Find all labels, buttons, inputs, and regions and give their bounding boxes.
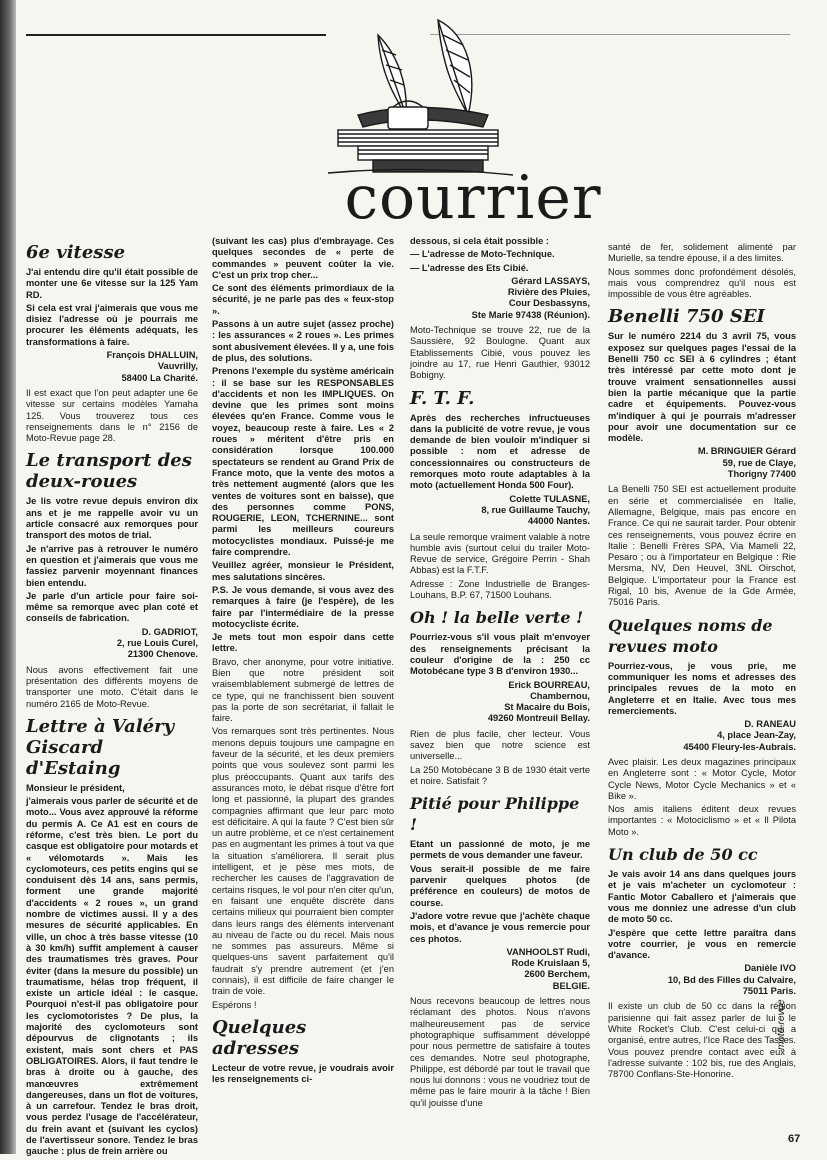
letter-paragraph: J'espère que cette lettre paraîtra dans votre courrier, je vous en remercie d'avance. bbox=[608, 927, 796, 961]
letter-paragraph: dessous, si cela était possible : bbox=[410, 236, 549, 246]
signature-address: 10, Bd des Filles du Calvaire, bbox=[667, 974, 796, 985]
signature-name: D. GADRIOT, bbox=[141, 626, 198, 637]
signature-address: 8, rue Guillaume Tauchy, bbox=[481, 504, 590, 515]
letter-paragraph: Lecteur de votre revue, je voudrais avoir les renseignements ci- bbox=[212, 1062, 394, 1085]
letter-paragraph: Passons à un autre sujet (assez proche) : les assurances « 2 roues ». Les primes sont abusivement élevées. Il y a, une fois de plus, des solutions. bbox=[212, 319, 394, 363]
letter-paragraph: Pourriez-vous s'il vous plaît m'envoyer des renseignements précisant la couleur d'origine de la : 250 cc Motobécane type 3 B d'environ 1930... bbox=[410, 632, 590, 677]
letter-paragraph: P.S. Je vous demande, si vous avez des remarques à faire (je l'espère), de les faire par l'intermédiaire de la presse motocycliste écrite. bbox=[212, 584, 394, 629]
reply-paragraph: Nous avons effectivement fait une présentation des différents moyens de transporter une moto. C'était dans le numéro 2165 de Moto-Revue. bbox=[26, 664, 198, 709]
signature-country: BELGIE. bbox=[552, 980, 590, 991]
reply-paragraph: Espérons ! bbox=[212, 999, 257, 1010]
signature-city: 58400 La Charité. bbox=[121, 372, 198, 383]
heading-lettre-giscard: Lettre à Valéry Giscard d'Estaing bbox=[26, 715, 175, 779]
signature-name: François DHALLUIN, bbox=[106, 350, 198, 361]
signature-address: Rode Kruislaan 5, bbox=[511, 958, 590, 969]
heading-belle-verte: Oh ! la belle verte ! bbox=[410, 608, 584, 628]
heading-quelques-adresses: Quelques adresses bbox=[212, 1016, 307, 1059]
heading-pitie-philippe: Pitié pour Philippe ! bbox=[410, 794, 580, 835]
reply-paragraph: Nous recevons beaucoup de lettres nous réclamant des photos. Nous n'avons malheureusement pas de service photographique suffisamment développé pour nous permettre de satisfaire à toutes ces demandes. Notre seul photographe, Philippe, est débordé par tout le travail que nous lui donnons : vous ne voudriez tout de même pas le faire mourir à la tâche ! Bien qu'il jouisse d'une bbox=[410, 996, 590, 1108]
letter-paragraph: Prenons l'exemple du système américain : il se base sur les RESPONSABLES d'accidents et non les IMPLIQUES. On devine que les primes sont moins élevées qu'en France. Comme vous le voyez, beaucoup reste à faire. Les « 2 roues » méritent d'être pris en considération lorsque 100.000 spectateurs se rendent au Grand Prix de France moto, que la vente des motos a très nettement augmenté (alors que les ventes de voitures sont en baisse), que des personnes comme PONS, ROUGERIE, LEON, TCHERNINE... sont parmi les meilleurs coureurs motocyclistes mondiaux. Puissé-je me faire comprendre. bbox=[212, 366, 394, 558]
letter-paragraph: Etant un passionné de moto, je me permets de vous demander une faveur. bbox=[410, 839, 590, 861]
signature-city: Ste Marie 97438 (Réunion). bbox=[471, 309, 590, 320]
signature-city: 49260 Montreuil Bellay. bbox=[487, 713, 590, 724]
letter-paragraph: Après des recherches infructueuses dans la publicité de votre revue, je vous demande de bien vouloir m'indiquer si possible : nom et adresse de concessionnaires ou constructeurs de remorques moto route adaptables à la moto (actuellement Honda 500 Four). bbox=[410, 412, 590, 491]
signature-city: 2600 Berchem, bbox=[524, 969, 590, 980]
letter-signature bbox=[26, 350, 198, 384]
letter-paragraph: — L'adresse de Moto-Technique. bbox=[410, 249, 555, 260]
signature-city: 44000 Nantes. bbox=[527, 516, 590, 527]
letter-signature bbox=[26, 627, 198, 661]
letter-paragraph: Je parle d'un article pour faire soi-même sa remorque avec plan coté et conseils de fabrication. bbox=[26, 590, 198, 624]
reply-paragraph: Bravo, cher anonyme, pour votre initiative. Bien que notre président soit vraisemblablement submergé de lettres de ce type, qui ne franchissent bien souvent pas la porte de son secrétariat, il fallait le faire. bbox=[212, 656, 394, 724]
magazine-sidebar-label: moto-revue bbox=[776, 999, 787, 1050]
signature-address: Cour Desbassyns, bbox=[508, 298, 590, 309]
column-4 bbox=[608, 242, 796, 1082]
letter-paragraph: (suivant les cas) plus d'embrayage. Ces quelques secondes de « perte de commandes » peuvent coûter la vie. C'est un prix trop cher... bbox=[212, 236, 394, 280]
signature-name: D. RANEAU bbox=[744, 719, 796, 730]
column-3 bbox=[410, 236, 590, 1111]
signature-city: 45400 Fleury-les-Aubrais. bbox=[683, 741, 796, 752]
letter-signature bbox=[608, 446, 796, 480]
signature-city: 75011 Paris. bbox=[742, 986, 796, 997]
reply-paragraph: La 250 Motobécane 3 B de 1930 était verte et noire. Satisfait ? bbox=[410, 764, 590, 786]
reply-paragraph: Moto-Technique se trouve 22, rue de la Saussière, 92 Boulogne. Quant aux Etablissements Cibié, vous pouvez les joindre au 17, rue Henri Gauthier, 93012 Bobigny. bbox=[410, 325, 590, 381]
heading-ftf: F. T. F. bbox=[410, 387, 475, 409]
signature-name: VANHOOLST Rudi, bbox=[506, 946, 590, 957]
reply-paragraph: Rien de plus facile, cher lecteur. Vous savez bien que notre science est universelle... bbox=[410, 728, 590, 762]
signature-name: Danièle IVO bbox=[744, 963, 796, 974]
signature-address: Chambernou, bbox=[530, 690, 590, 701]
signature-name: M. BRINGUIER Gérard bbox=[697, 446, 796, 457]
reply-paragraph: Adresse : Zone Industrielle de Branges-Louhans, B.P. 67, 71500 Louhans. bbox=[410, 578, 590, 601]
letter-signature bbox=[410, 680, 590, 725]
letter-signature bbox=[608, 719, 796, 753]
column-1 bbox=[26, 236, 198, 1160]
letter-paragraph: J'ai entendu dire qu'il était possible de monter une 6e vitesse sur la 125 Yam RD. bbox=[26, 267, 198, 300]
signature-address: St Macaire du Bois, bbox=[504, 702, 590, 713]
signature-address: 4, place Jean-Zay, bbox=[717, 730, 796, 741]
signature-address: Rivière des Pluies, bbox=[507, 287, 590, 298]
reply-paragraph: Nos amis italiens éditent deux revues importantes : « Motociclismo » et « Il Pilota Moto ». bbox=[608, 804, 796, 837]
reply-paragraph: La Benelli 750 SEI est actuellement produite en série et commercialisée en Italie, Allemagne, Belgique, mais pas encore en France. Ce qui ne saurait tarder. Pour obtenir ces renseignements, vous pouvez écrire en Italie : Benelli Frères SPA, Via Mameli 22, Pesaro ; ou à l'importateur en Belgique : Rie Mersma, NV, Den Heuvel, 3NL Oirschot, Belgique. L'importateur pour la France est Rigal, 10 bis, Avenue de la Gde Armée, 75016 Paris. bbox=[608, 484, 796, 608]
letter-paragraph: Je mets tout mon espoir dans cette lettre. bbox=[212, 632, 394, 654]
page-binding-shadow bbox=[0, 0, 16, 1154]
letter-paragraph: — L'adresse des Ets Cibié. bbox=[410, 262, 529, 273]
heading-noms-revues: Quelques noms de revues moto bbox=[608, 615, 773, 656]
letter-paragraph: Monsieur le président, bbox=[26, 782, 125, 793]
inkwell-quill-illustration bbox=[318, 15, 518, 185]
signature-name: Gérard LASSAYS, bbox=[511, 275, 590, 286]
letter-paragraph: Je lis votre revue depuis environ dix ans et je me rappelle avoir vu un article consacré aux remorques pour transport des motos de trial. bbox=[26, 496, 198, 541]
reply-paragraph: santé de fer, solidement alimenté par Murielle, sa tendre épouse, il a des limites. bbox=[608, 242, 796, 264]
signature-address: 59, rue de Claye, bbox=[722, 457, 796, 468]
letter-paragraph: Pourriez-vous, je vous prie, me communiquer les noms et adresses des principales revues de la moto en Angleterre et en Italie. Avec tous mes remerciements. bbox=[608, 660, 796, 716]
letter-signature bbox=[410, 276, 590, 321]
heading-6e-vitesse: 6e vitesse bbox=[26, 242, 126, 263]
letter-signature bbox=[608, 963, 796, 997]
reply-paragraph: Vos remarques sont très pertinentes. Nous menons depuis toujours une campagne en faveur de la sécurité, et les deux premiers points que vous soulevez sont parmi les plus préoccupants. Quant aux tarifs des assurances moto, le débat risque d'être fort long et passionné, la plupart des grandes compagnies affirmant que leur parc moto est déficitaire. A qui la faute ? C'est bien sûr un autre problème, et ce n'est certainement pas en augmentant les primes à tout va que la situation s'améliorera. Il serait plus intelligent, et je pèse mes mots, de rechercher les causes de l'aggravation de certains risques, le vol pour n'en citer qu'un, en faisant une enquête discrète dans certains milieux qui pourraient bien compter dans leurs rangs des éléments intervenant au niveau de l'acte ou du recel. Mais nous ne sommes pas assureurs. Même si quelques-uns savent parfaitement qu'il faudrait s'y prendre autrement (et j'en connais), il est difficile de faire changer le train de voie. bbox=[212, 726, 394, 997]
letter-signature bbox=[410, 494, 590, 528]
section-title: courrier bbox=[344, 163, 602, 233]
page-number: 67 bbox=[788, 1133, 801, 1145]
letter-paragraph: Ce sont des éléments primordiaux de la sécurité, je ne parle pas des « feux-stop ». bbox=[212, 283, 394, 316]
reply-paragraph: La seule remorque vraiment valable à notre humble avis (surtout celui du trailer Moto-Revue de service, Grégoire Perrin - Shah Abbas) est la F.T.F. bbox=[410, 531, 590, 576]
reply-paragraph: Nous sommes donc profondément désolés, mais vous comprendrez qu'il nous est impossible de vous être agréables. bbox=[608, 266, 796, 300]
letter-paragraph: Veuillez agréer, monsieur le Président, mes salutations sincères. bbox=[212, 560, 394, 582]
signature-city: 21300 Chenove. bbox=[127, 649, 198, 660]
reply-paragraph: Il existe un club de 50 cc dans la région parisienne qui fait assez parler de lui : le White Rocket's Club. C'est celui-ci qui a organisé, entre autres, l'Ice Race des Tasses. Vous pouvez prendre contact avec eux à l'adresse suivante : 102 bis, rue des Anglais, 78700 Conflans-Ste-Honorine. bbox=[608, 1001, 796, 1080]
column-2 bbox=[212, 236, 394, 1087]
letter-signature bbox=[410, 947, 590, 992]
heading-transport: Le transport des deux-roues bbox=[26, 450, 192, 493]
signature-address: 2, rue Louis Curel, bbox=[116, 638, 198, 649]
letter-paragraph: j'aimerais vous parler de sécurité et de moto... Vous avez approuvé la réforme du permis A. Ce A1 est en cours de réforme, c'est très bien. Le port du casque est obligatoire pour motards et « vélomotards ». Mais les cyclomoteurs, ces petits engins qui se conduisent dès 14 ans, sans permis, forment une grande majorité d'accidents « 2 roues », un grand nombre de victimes aussi. Il y a des mesures de sécurité applicables. En ville, un choc à très basse vitesse (10 à 30 km/h) suffit amplement à causer des traumatismes très graves. Pour éviter (dans la mesure du possible) un traumatisme, hélas trop fréquent, il existe un article idéal : le casque. Pourquoi n'est-il pas obligatoire pour les cyclomotoristes ? De plus, la majorité des cyclomoteurs sont dépourvus de clignotants ; ils existent, mais sont chers et PAS OBLIGATOIRES. Alors, il faut tendre le bras à droite ou à gauche, des manœuvres extrêmement dangereuses, dans un flot de voitures, à un carrefour. Tendez le bras droit, vous perdez l'usage de l'accélérateur, du frein avant et (suivant les cyclos) de l'avertisseur sonore. Tendez le bras gauche : plus de frein arrière ou bbox=[26, 796, 198, 1157]
letter-paragraph: Si cela est vrai j'aimerais que vous me disiez l'adresse où je pourrais me procurer les éléments adéquats, les transformations à faire. bbox=[26, 302, 198, 347]
letter-paragraph: Sur le numéro 2214 du 3 avril 75, vous exposez sur quelques pages l'essai de la Benelli 750 cc SEI à 6 cylindres ; étant très intéressé par cette moto dont je trouve vraiment sensationnelles aussi bien la partie mécanique que la partie cadre et équipements. Pouvez-vous m'indiquer à qui je pourrais m'adresser pour avoir une documentation sur ce modèle. bbox=[608, 331, 796, 444]
reply-paragraph: Avec plaisir. Les deux magazines principaux en Angleterre sont : « Motor Cycle, Motor Cycle News, Motor Cycle Mechanics » et « Bike ». bbox=[608, 756, 796, 801]
signature-name: Erick BOURREAU, bbox=[508, 679, 590, 690]
letter-paragraph: Je n'arrive pas à retrouver le numéro en question et j'aimerais que vous me fassiez parvenir moyennant finances bien entendu. bbox=[26, 543, 198, 588]
heading-benelli: Benelli 750 SEI bbox=[608, 306, 765, 328]
signature-address: Vauvrilly, bbox=[157, 361, 198, 372]
header-rule bbox=[26, 34, 326, 36]
letter-paragraph: J'adore votre revue que j'achète chaque mois, et d'avance je vous remercie pour ces photos. bbox=[410, 910, 590, 944]
signature-name: Colette TULASNE, bbox=[509, 493, 590, 504]
letter-paragraph: Vous serait-il possible de me faire parvenir quelques photos (de préférence en couleurs) de motos de course. bbox=[410, 863, 590, 908]
reply-paragraph: Il est exact que l'on peut adapter une 6e vitesse sur certains modèles Yamaha 125. Vous trouverez tous ces renseignements dans le n° 2156 de Moto-Revue page 28. bbox=[26, 387, 198, 444]
signature-city: Thorigny 77400 bbox=[727, 469, 796, 480]
letter-paragraph: Je vais avoir 14 ans dans quelques jours et je vais m'acheter un cyclomoteur : Fantic Motor Caballero et j'aimerais que vous me donniez une adresse d'un club de moto 50 cc. bbox=[608, 869, 796, 925]
heading-club-50cc: Un club de 50 cc bbox=[608, 845, 758, 865]
